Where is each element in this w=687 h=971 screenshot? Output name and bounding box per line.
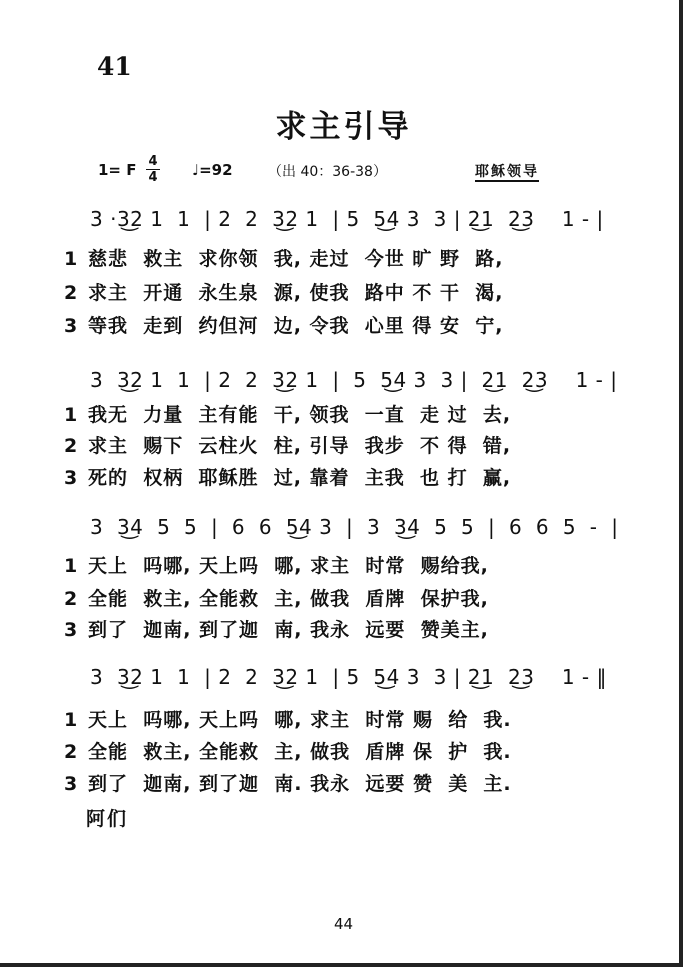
lyric-line bbox=[64, 431, 511, 458]
lyric-text: 慈悲 救主 求你领 我, 走过 今世 旷 野 路, bbox=[88, 248, 504, 270]
verse-number: 3 bbox=[64, 467, 79, 489]
notation-line-4: 3 3͜2 1 1 | 2 2 3͜2 1 | 5 5͜4 3 3 | 2͜1 2͜3 1 - ‖ bbox=[90, 665, 608, 689]
lyric-line bbox=[64, 737, 512, 764]
tempo-marking: ♩=92 bbox=[192, 161, 233, 179]
key-signature: 1= F bbox=[98, 161, 137, 179]
time-signature-bottom: 4 bbox=[146, 169, 160, 185]
lyric-text: 死的 权柄 耶稣胜 过, 靠着 主我 也 打 赢, bbox=[88, 467, 512, 489]
lyric-line bbox=[64, 463, 511, 490]
lyric-text: 到了 迦南, 到了迦 南. 我永 远要 赞 美 主. bbox=[88, 773, 512, 795]
verse-number: 1 bbox=[64, 709, 79, 731]
verse-number: 2 bbox=[64, 741, 79, 763]
lyric-line bbox=[64, 705, 512, 732]
lyric-text: 天上 吗哪, 天上吗 哪, 求主 时常 赐给我, bbox=[88, 555, 489, 577]
tune-name: 耶稣领导 bbox=[475, 164, 539, 180]
lyric-line bbox=[64, 769, 512, 796]
lyric-text: 天上 吗哪, 天上吗 哪, 求主 时常 赐 给 我. bbox=[88, 709, 512, 731]
verse-number: 1 bbox=[64, 404, 79, 426]
lyric-text: 求主 开通 永生泉 源, 使我 路中 不 干 渴, bbox=[88, 282, 504, 304]
lyric-text: 等我 走到 约但河 边, 令我 心里 得 安 宁, bbox=[88, 315, 504, 337]
page-number: 44 bbox=[333, 915, 354, 933]
notation-line-1: 3 ·3͜2 1 1 | 2 2 3͜2 1 | 5 5͜4 3 3 | 2͜1 2͜3 1 - | bbox=[90, 207, 604, 231]
lyric-line bbox=[64, 400, 511, 427]
lyric-line bbox=[64, 551, 489, 578]
verse-number: 3 bbox=[64, 619, 79, 641]
lyric-line bbox=[64, 584, 489, 611]
scripture-reference: （出 40：36-38） bbox=[268, 164, 387, 180]
verse-number: 2 bbox=[64, 588, 79, 610]
time-signature-top: 4 bbox=[148, 154, 158, 169]
lyric-text: 到了 迦南, 到了迦 南, 我永 远要 赞美主, bbox=[88, 619, 489, 641]
notation-line-3: 3 3͜4 5 5 | 6 6 5͜4 3 | 3 3͜4 5 5 | 6 6 5 - | bbox=[90, 515, 619, 539]
verse-number: 1 bbox=[64, 555, 79, 577]
lyric-text: 全能 救主, 全能救 主, 做我 盾牌 保护我, bbox=[88, 588, 489, 610]
lyric-line bbox=[64, 278, 503, 305]
lyric-line bbox=[64, 615, 489, 642]
verse-number: 1 bbox=[64, 248, 79, 270]
amen-text: 阿们 bbox=[86, 808, 129, 830]
lyric-line bbox=[64, 244, 503, 271]
lyric-text: 全能 救主, 全能救 主, 做我 盾牌 保 护 我. bbox=[88, 741, 512, 763]
lyric-text: 我无 力量 主有能 干, 领我 一直 走 过 去, bbox=[88, 404, 512, 426]
verse-number: 2 bbox=[64, 282, 79, 304]
verse-number: 3 bbox=[64, 773, 79, 795]
notation-line-2: 3 3͜2 1 1 | 2 2 3͜2 1 | 5 5͜4 3 3 | 2͜1 2͜3 1 - | bbox=[90, 368, 618, 392]
verse-number: 2 bbox=[64, 435, 79, 457]
lyric-line bbox=[64, 311, 503, 338]
verse-number: 3 bbox=[64, 315, 79, 337]
hymn-number: 41 bbox=[97, 52, 132, 81]
lyric-text: 求主 赐下 云柱火 柱, 引导 我步 不 得 错, bbox=[88, 435, 512, 457]
hymn-title: 求主引导 bbox=[275, 109, 412, 145]
time-signature bbox=[146, 154, 160, 185]
